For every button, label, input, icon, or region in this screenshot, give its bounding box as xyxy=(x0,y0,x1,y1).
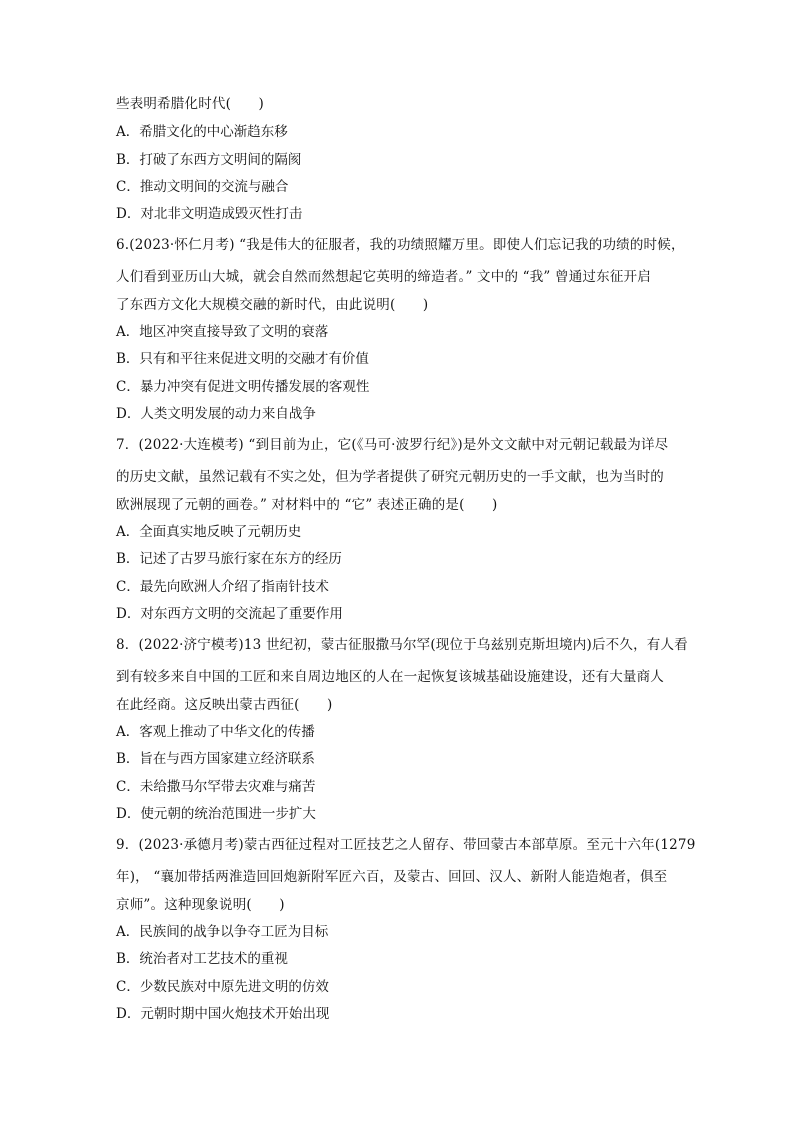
q7-option-c: C．最先向欧洲人介绍了指南针技术 xyxy=(116,579,329,595)
q6-stem-line-2: 人们看到亚历山大城，就会自然而然想起它英明的缔造者。” 文中的 “我” 曾通过东征开启 xyxy=(116,269,651,285)
q7-stem-line-2: 的历史文献，虽然记载有不实之处，但为学者提供了研究元朝历史的一手文献，也为当时的 xyxy=(116,469,664,485)
q8-stem-line-1: 8．(2022·济宁模考)13 世纪初，蒙古征服撒马尔罕(现位于乌兹别克斯坦境内)后不久，有人看 xyxy=(116,637,688,653)
q5-option-d: D．对北非文明造成毁灭性打击 xyxy=(116,206,303,222)
q7-option-d: D．对东西方文明的交流起了重要作用 xyxy=(116,606,343,622)
q6-option-c: C．暴力冲突有促进文明传播发展的客观性 xyxy=(116,379,370,395)
q8-stem-line-3: 在此经商。这反映出蒙古西征( ) xyxy=(116,697,333,713)
q5-option-a: A．希腊文化的中心渐趋东移 xyxy=(116,124,288,140)
q6-stem-line-3: 了东西方文化大规模交融的新时代，由此说明( ) xyxy=(116,297,429,313)
q9-option-b: B．统治者对工艺技术的重视 xyxy=(116,951,288,967)
q7-option-a: A．全面真实地反映了元朝历史 xyxy=(116,524,302,540)
q6-stem-line-1: 6.(2023·怀仁月考) “我是伟大的征服者，我的功绩照耀万里。即使人们忘记我的功绩的时候， xyxy=(116,237,685,253)
q6-option-a: A．地区冲突直接导致了文明的衰落 xyxy=(116,324,329,340)
q8-option-a: A．客观上推动了中华文化的传播 xyxy=(116,724,315,740)
q7-option-b: B．记述了古罗马旅行家在东方的经历 xyxy=(116,551,342,567)
q9-stem-line-2: 年)， “襄加带括两淮造回回炮新附军匠六百，及蒙古、回回、汉人、新附人能造炮者，俱至 xyxy=(116,869,668,885)
q8-option-b: B．旨在与西方国家建立经济联系 xyxy=(116,751,315,767)
q5-option-b: B．打破了东西方文明间的隔阂 xyxy=(116,152,302,168)
q5-option-c: C．推动文明间的交流与融合 xyxy=(116,179,289,195)
q9-stem-line-1: 9．(2023·承德月考)蒙古西征过程对工匠技艺之人留存、带回蒙古本部草原。至元十六年(1279 xyxy=(116,837,696,853)
q8-stem-line-2: 到有较多来自中国的工匠和来自周边地区的人在一起恢复该城基础设施建设，还有大量商人 xyxy=(116,669,664,685)
q9-option-c: C．少数民族对中原先进文明的仿效 xyxy=(116,979,329,995)
q6-option-b: B．只有和平往来促进文明的交融才有价值 xyxy=(116,351,369,367)
q9-option-d: D．元朝时期中国火炮技术开始出现 xyxy=(116,1006,330,1022)
q5-stem-tail: 些表明希腊化时代( ) xyxy=(116,96,264,112)
q7-stem-line-1: 7．(2022·大连模考) “到目前为止，它(《马可·波罗行纪》)是外文文献中对元朝记载最为详尽 xyxy=(116,437,669,453)
q8-option-c: C．未给撒马尔罕带去灾难与痛苦 xyxy=(116,779,316,795)
q7-stem-line-3: 欧洲展现了元朝的画卷。” 对材料中的 “它” 表述正确的是( ) xyxy=(116,497,498,513)
q9-option-a: A．民族间的战争以争夺工匠为目标 xyxy=(116,924,329,940)
q6-option-d: D．人类文明发展的动力来自战争 xyxy=(116,406,316,422)
q8-option-d: D．使元朝的统治范围进一步扩大 xyxy=(116,806,316,822)
q9-stem-line-3: 京师”。这种现象说明( ) xyxy=(116,897,285,913)
